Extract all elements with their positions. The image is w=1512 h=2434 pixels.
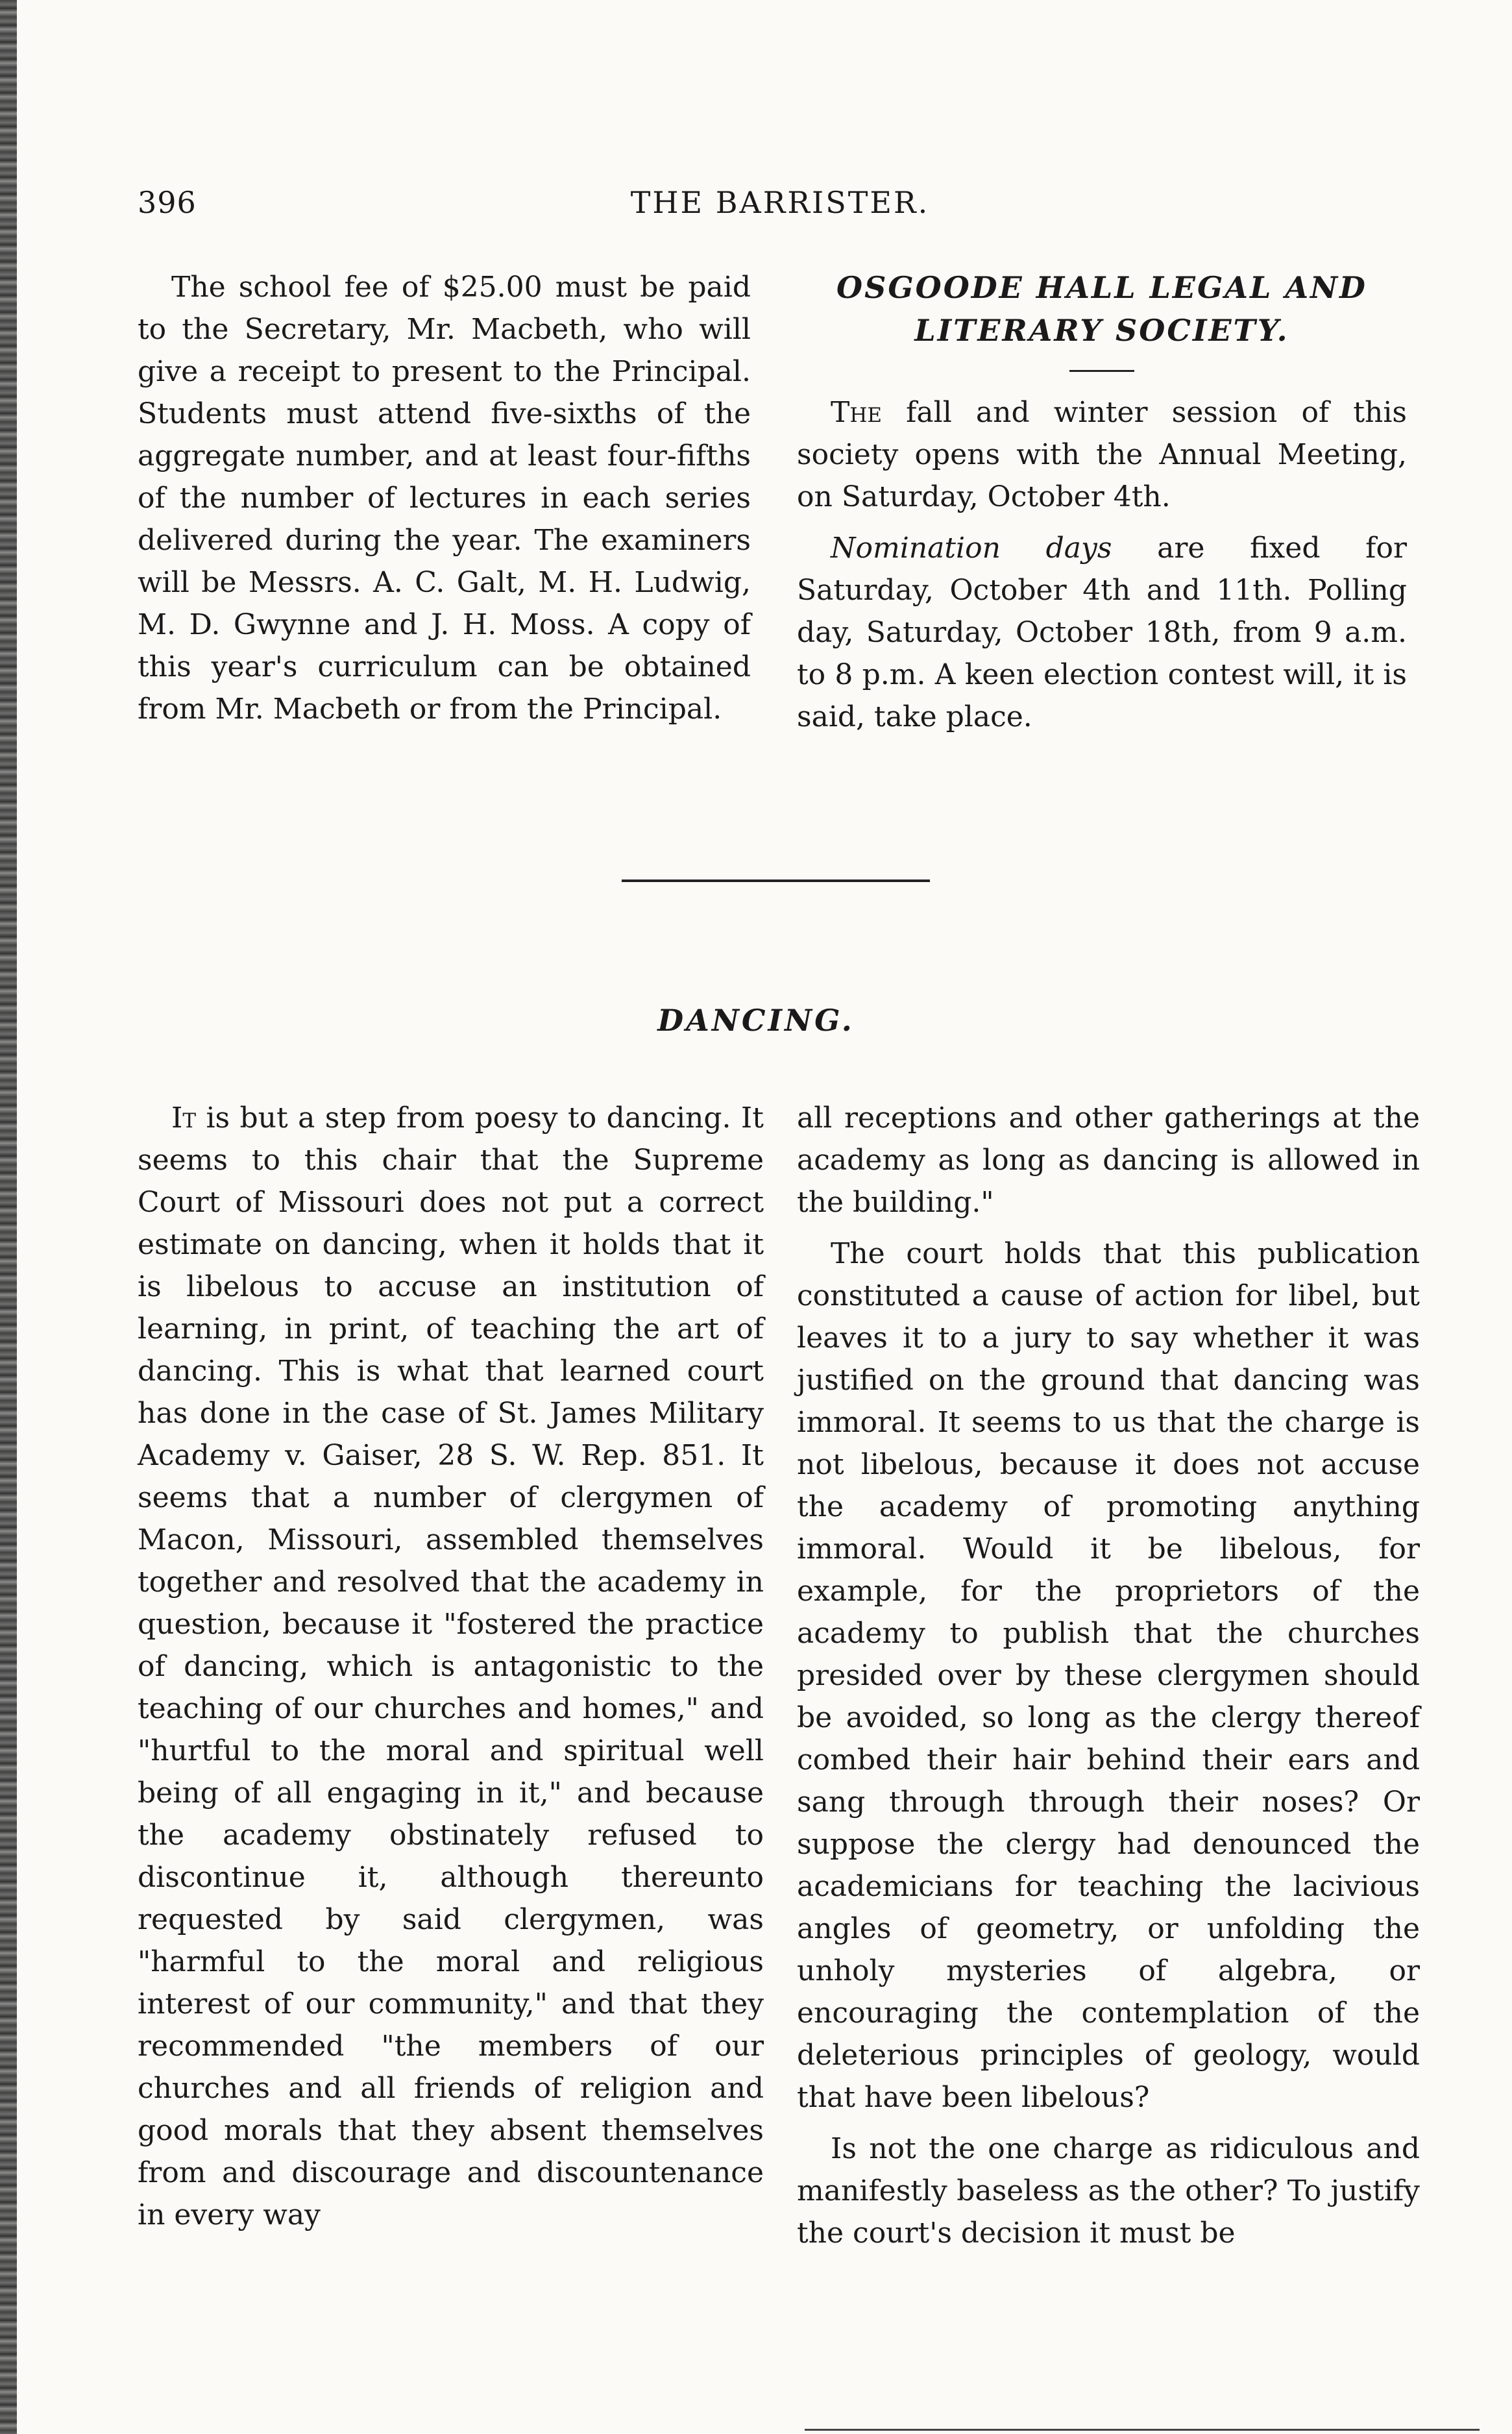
society-p1-rest: fall and winter session of this society opens with the Annual Meeting, on Saturday, October 4th. <box>797 396 1407 513</box>
society-paragraph-2 <box>797 527 1407 738</box>
dancing-title: DANCING. <box>657 1003 855 1038</box>
society-paragraph-1 <box>797 391 1407 518</box>
society-column <box>797 266 1407 747</box>
page-binding-edge <box>0 0 17 2434</box>
page-header <box>138 185 1422 230</box>
page-number: 396 <box>138 185 197 220</box>
dancing-left-lead: It <box>171 1101 197 1135</box>
school-notice-paragraph: The school fee of $25.00 must be paid to the Secretary, Mr. Macbeth, who will give a receipt to present to the Principal. Students must attend five-sixths of the aggregate number, and at least four-fifths of the number of lectures in each series delivered during the year. The examiners will be Messrs. A. C. Galt, M. H. Ludwig, M. D. Gwynne and J. H. Moss. A copy of this year's curriculum can be obtained from Mr. Macbeth or from the Principal. <box>138 271 751 726</box>
running-title: THE BARRISTER. <box>630 185 930 220</box>
society-heading-line2: LITERARY SOCIETY. <box>914 313 1289 348</box>
dancing-left-rest: is but a step from poesy to dancing. It seems to this chair that the Supreme Court of Missouri does not put a correct estimate on dancing, when it holds that it is libelous to accuse an institution of learning, in print, of teaching the art of dancing. This is what that learned court has done in the case of St. James Military Academy v. Gaiser, 28 S. W. Rep. 851. It seems that a number of clergymen of Macon, Missouri, assembled themselves together and resolved that the academy in question, because it "fostered the practice of dancing, which is antagonistic to the teaching of our churches and homes," and "hurtful to the moral and spiritual well being of all engaging in it," and because the academy obstinately refused to discontinue it, although thereunto requested by said clergymen, was "harmful to the moral and religious interest of our community," and that they recommended "the members of our churches and all friends of religion and good morals that they absent themselves from and discourage and discountenance in every way <box>138 1101 764 2231</box>
dancing-left-column <box>138 1097 764 2245</box>
dancing-right-column <box>797 1097 1420 2263</box>
dancing-right-paragraph-3: Is not the one charge as ridiculous and manifestly baseless as the other? To justify the court's decision it must be <box>797 2132 1420 2250</box>
bottom-rule <box>805 2429 1480 2431</box>
society-p2-lead: Nomination days <box>831 532 1112 565</box>
school-notice-column <box>138 266 751 739</box>
society-p2-rest: are fixed for Saturday, October 4th and 11th. Polling day, Saturday, October 18th, from 9 a.m. to 8 p.m. A keen election contest will, it is said, take place. <box>797 532 1407 733</box>
dancing-right-paragraph-1: all receptions and other gatherings at the academy as long as dancing is allowed in the building." <box>797 1101 1420 1219</box>
society-heading-rule <box>1069 370 1134 372</box>
section-divider <box>622 879 930 882</box>
dancing-right-paragraph-2: The court holds that this publication constituted a cause of action for libel, but leaves it to a jury to say whether it was justified on the ground that dancing was immoral. It seems to us that the charge is not libelous, because it does not accuse the academy of promoting anything immoral. Would it be libelous, for example, for the proprietors of the academy to publish that the churches presided over by these clergymen should be avoided, so long as the clergy thereof combed their hair behind their ears and sang through through their noses? Or suppose the clergy had denounced the academicians for teaching the lacivious angles of geometry, or unfolding the unholy mysteries of algebra, or encouraging the contemplation of the deleterious principles of geology, would that have been libelous? <box>797 1237 1420 2114</box>
dancing-left-paragraph <box>138 1097 764 2236</box>
society-heading-line1: OSGOODE HALL LEGAL AND <box>836 270 1367 305</box>
society-p1-lead: The <box>831 396 883 429</box>
